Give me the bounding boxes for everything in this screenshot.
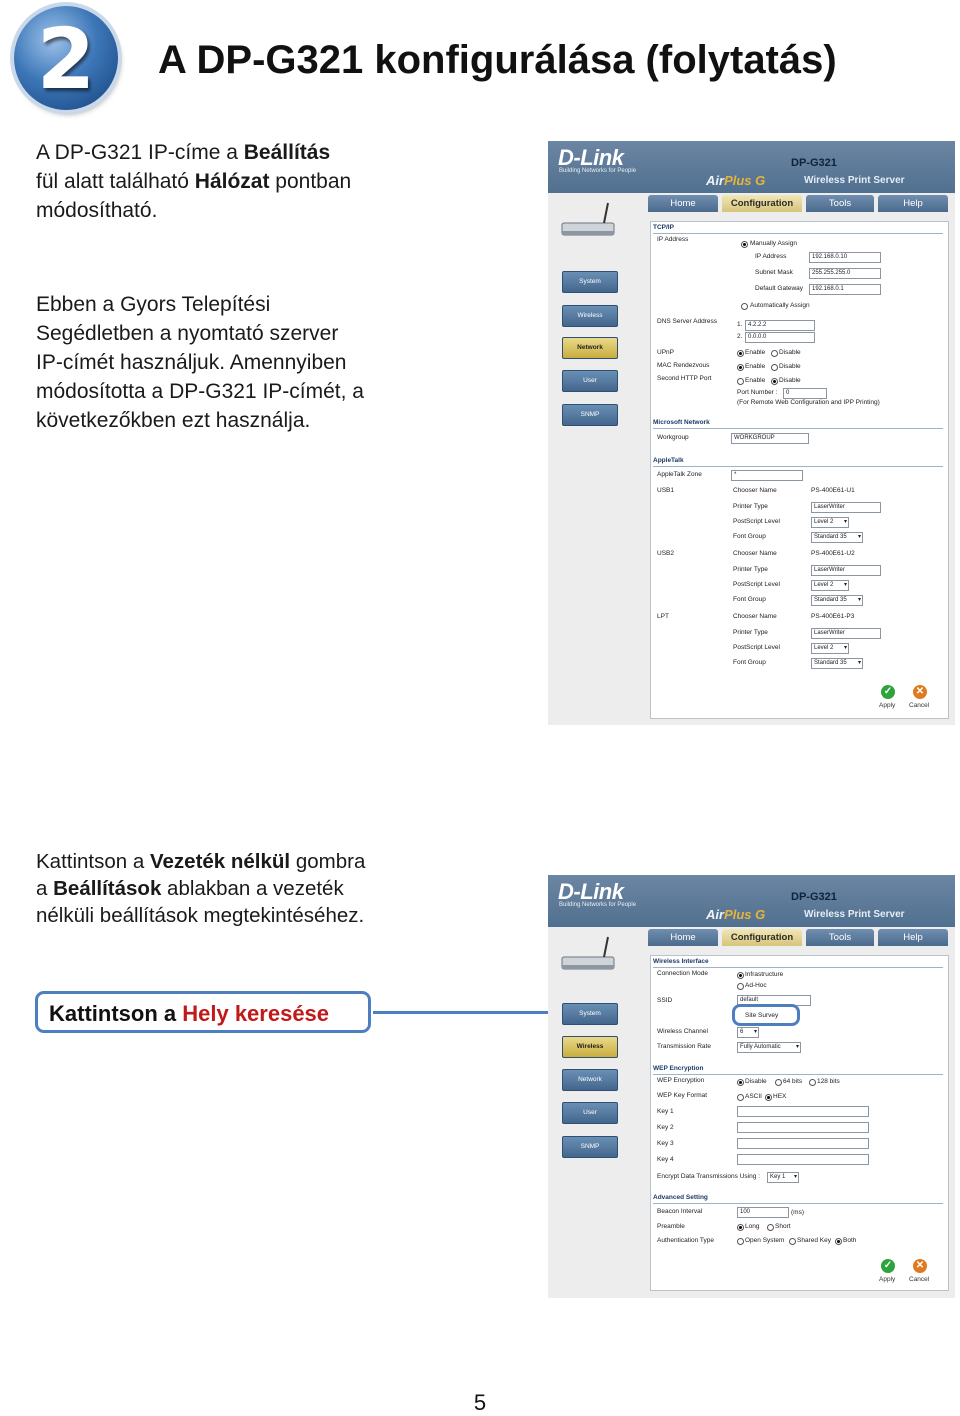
wireless-config-screenshot bbox=[548, 875, 955, 1298]
sidebar-item-network[interactable]: Network bbox=[562, 337, 618, 359]
auth-shared-radio[interactable] bbox=[789, 1238, 796, 1245]
upnp-disable-radio[interactable] bbox=[771, 350, 778, 357]
apply-check-icon[interactable]: ✓ bbox=[881, 685, 895, 699]
mac-disable-radio[interactable] bbox=[771, 364, 778, 371]
dns2-input[interactable]: 0.0.0.0 bbox=[745, 332, 815, 343]
key2-input[interactable] bbox=[737, 1122, 869, 1133]
site-survey-callout: Kattintson a Hely keresése bbox=[35, 991, 371, 1033]
cancel-x-icon[interactable]: ✕ bbox=[913, 1259, 927, 1273]
workgroup-input[interactable]: WORKGROUP bbox=[731, 433, 809, 444]
wep-disable-radio[interactable] bbox=[737, 1079, 744, 1086]
tab-home[interactable]: Home bbox=[648, 195, 718, 212]
wep-64-radio[interactable] bbox=[775, 1079, 782, 1086]
step-number: 2 bbox=[36, 10, 96, 108]
key1-input[interactable] bbox=[737, 1106, 869, 1117]
tab-home[interactable]: Home bbox=[648, 929, 718, 946]
cancel-button[interactable]: Cancel bbox=[909, 1276, 930, 1283]
tab-configuration[interactable]: Configuration bbox=[722, 929, 802, 946]
apply-check-icon[interactable]: ✓ bbox=[881, 1259, 895, 1273]
preamble-long-radio[interactable] bbox=[737, 1224, 744, 1231]
sidebar-item-snmp[interactable]: SNMP bbox=[562, 1136, 618, 1158]
sidebar-item-snmp[interactable]: SNMP bbox=[562, 404, 618, 426]
apply-button[interactable]: Apply bbox=[879, 1276, 896, 1283]
sidebar-item-user[interactable]: User bbox=[562, 1102, 618, 1124]
gateway-input[interactable]: 192.168.0.1 bbox=[809, 284, 881, 295]
upnp-enable-radio[interactable] bbox=[737, 350, 744, 357]
ascii-radio[interactable] bbox=[737, 1094, 744, 1101]
dns1-input[interactable]: 4.2.2.2 bbox=[745, 320, 815, 331]
usb1-ps-level-select[interactable]: Level 2 ▾ bbox=[811, 517, 849, 528]
network-config-screenshot bbox=[548, 141, 955, 725]
key4-input[interactable] bbox=[737, 1154, 869, 1165]
key3-input[interactable] bbox=[737, 1138, 869, 1149]
dlink-banner: D-Link Building Networks for People DP-G321 AirPlus G Wireless Print Server bbox=[548, 141, 955, 193]
lpt-font-group-select[interactable]: Standard 35 ▾ bbox=[811, 658, 863, 669]
dlink-logo-2: D-Link bbox=[558, 879, 624, 904]
sidebar-item-system[interactable]: System bbox=[562, 271, 618, 293]
channel-select[interactable]: 6 ▾ bbox=[737, 1027, 759, 1038]
ssid-input[interactable]: default bbox=[737, 995, 811, 1006]
mac-enable-radio[interactable] bbox=[737, 364, 744, 371]
page-number: 5 bbox=[473, 1390, 487, 1415]
wep-128-radio[interactable] bbox=[809, 1079, 816, 1086]
ip-address-input[interactable]: 192.168.0.10 bbox=[809, 252, 881, 263]
wireless-panel: Wireless Interface Connection Mode Infrastructure Ad-Hoc SSID default Site Survey Wireless Channel 6 ▾ Transmission Rate Fully Automatic ▾ WEP Encryption WEP Encryption Disable 64 bits 128 bits WEP Key Format ASCII HEX Key 1 Key 2 Key 3 Key 4 Encrypt Data Transmissions Using : Key 1 ▾ Advanced Setting Beacon Interval 100 (ms) Preamble Long Short Authentication Type Open System Shared Key Both ✓ Apply ✕ Cancel bbox=[650, 955, 949, 1291]
router-icon bbox=[556, 935, 636, 975]
tab-configuration[interactable]: Configuration bbox=[722, 195, 802, 212]
apply-button[interactable]: Apply bbox=[879, 702, 896, 709]
auto-assign-radio[interactable] bbox=[741, 303, 748, 310]
lpt-printer-type[interactable]: LaserWriter bbox=[811, 628, 881, 639]
manual-assign-radio[interactable] bbox=[741, 241, 748, 248]
cancel-button[interactable]: Cancel bbox=[909, 702, 930, 709]
usb1-printer-type[interactable]: LaserWriter bbox=[811, 502, 881, 513]
usb2-font-group-select[interactable]: Standard 35 ▾ bbox=[811, 595, 863, 606]
adhoc-radio[interactable] bbox=[737, 983, 744, 990]
subnet-mask-input[interactable]: 255.255.255.0 bbox=[809, 268, 881, 279]
site-survey-highlight bbox=[732, 1004, 800, 1026]
http-disable-radio[interactable] bbox=[771, 378, 778, 385]
usb2-ps-level-select[interactable]: Level 2 ▾ bbox=[811, 580, 849, 591]
sidebar-item-user[interactable]: User bbox=[562, 370, 618, 392]
rate-select[interactable]: Fully Automatic ▾ bbox=[737, 1042, 801, 1053]
sidebar-item-network[interactable]: Network bbox=[562, 1069, 618, 1091]
network-panel: TCP/IP IP Address Manually Assign IP Address 192.168.0.10 Subnet Mask 255.255.255.0 Default Gateway 192.168.0.1 Automatically Assign DNS Server Address 1. 4.2.2.2 2. 0.0.0.0 UPnP Enable Disable MAC Rendezvous Enable Disable Second HTTP Port Enable Disable Port Number : 0 (For Remote Web Configuration and IPP Printing) Microsoft Network Workgroup WORKGROUP AppleTalk AppleTalk Zone * USB1 Chooser Name PS-400E61-U1 Printer Type LaserWriter PostScript Level Level 2 ▾ Font Group Standard 35 ▾ USB2 Chooser Name PS-400E61-U2 Printer Type LaserWriter PostScript Level Level 2 ▾ Font Group Standard 35 ▾ LPT Chooser Name PS-400E61-P3 Printer Type LaserWriter PostScript Level Level 2 ▾ Font Group Standard 35 ▾ ✓ Apply ✕ Cancel bbox=[650, 221, 949, 719]
note-paragraph: Ebben a Gyors Telepítési Segédletben a nyomtató szerver IP-címét használjuk. Amennyiben módosította a DP-G321 IP-címét, a következőkben ezt használja. bbox=[36, 293, 364, 432]
auth-open-radio[interactable] bbox=[737, 1238, 744, 1245]
tcpip-heading: TCP/IP bbox=[653, 224, 674, 231]
tab-tools[interactable]: Tools bbox=[806, 929, 874, 946]
http-enable-radio[interactable] bbox=[737, 378, 744, 385]
tab-help[interactable]: Help bbox=[878, 929, 948, 946]
hex-radio[interactable] bbox=[765, 1094, 772, 1101]
page-title: A DP-G321 konfigurálása (folytatás) bbox=[158, 38, 837, 82]
top-tabs-2 bbox=[648, 929, 950, 946]
router-icon bbox=[556, 201, 636, 241]
beacon-interval-input[interactable]: 100 bbox=[737, 1207, 789, 1218]
sidebar-item-wireless[interactable]: Wireless bbox=[562, 1036, 618, 1058]
step-number-badge bbox=[14, 6, 118, 110]
lpt-ps-level-select[interactable]: Level 2 ▾ bbox=[811, 643, 849, 654]
auth-both-radio[interactable] bbox=[835, 1238, 842, 1245]
tab-help[interactable]: Help bbox=[878, 195, 948, 212]
site-survey-button[interactable]: Site Survey bbox=[745, 1012, 779, 1019]
cancel-x-icon[interactable]: ✕ bbox=[913, 685, 927, 699]
infrastructure-radio[interactable] bbox=[737, 972, 744, 979]
sidebar-item-wireless[interactable]: Wireless bbox=[562, 305, 618, 327]
intro-paragraph: A DP-G321 IP-címe a Beállítás fül alatt található Hálózat pontban módosítható. bbox=[36, 141, 352, 222]
wireless-paragraph: Kattintson a Vezeték nélkül gombra a Beállítások ablakban a vezeték nélküli beállítások megtekintéséhez. bbox=[36, 850, 366, 927]
port-number-input[interactable]: 0 bbox=[783, 388, 827, 399]
tab-tools[interactable]: Tools bbox=[806, 195, 874, 212]
sidebar-item-system[interactable]: System bbox=[562, 1003, 618, 1025]
usb1-font-group-select[interactable]: Standard 35 ▾ bbox=[811, 532, 863, 543]
dlink-banner-2: D-Link Building Networks for People DP-G321 AirPlus G Wireless Print Server bbox=[548, 875, 955, 927]
appletalk-zone-input[interactable]: * bbox=[731, 470, 803, 481]
dlink-logo: D-Link bbox=[558, 145, 624, 170]
usb2-printer-type[interactable]: LaserWriter bbox=[811, 565, 881, 576]
encrypt-key-select[interactable]: Key 1 ▾ bbox=[767, 1172, 799, 1183]
top-tabs bbox=[648, 195, 950, 212]
preamble-short-radio[interactable] bbox=[767, 1224, 774, 1231]
